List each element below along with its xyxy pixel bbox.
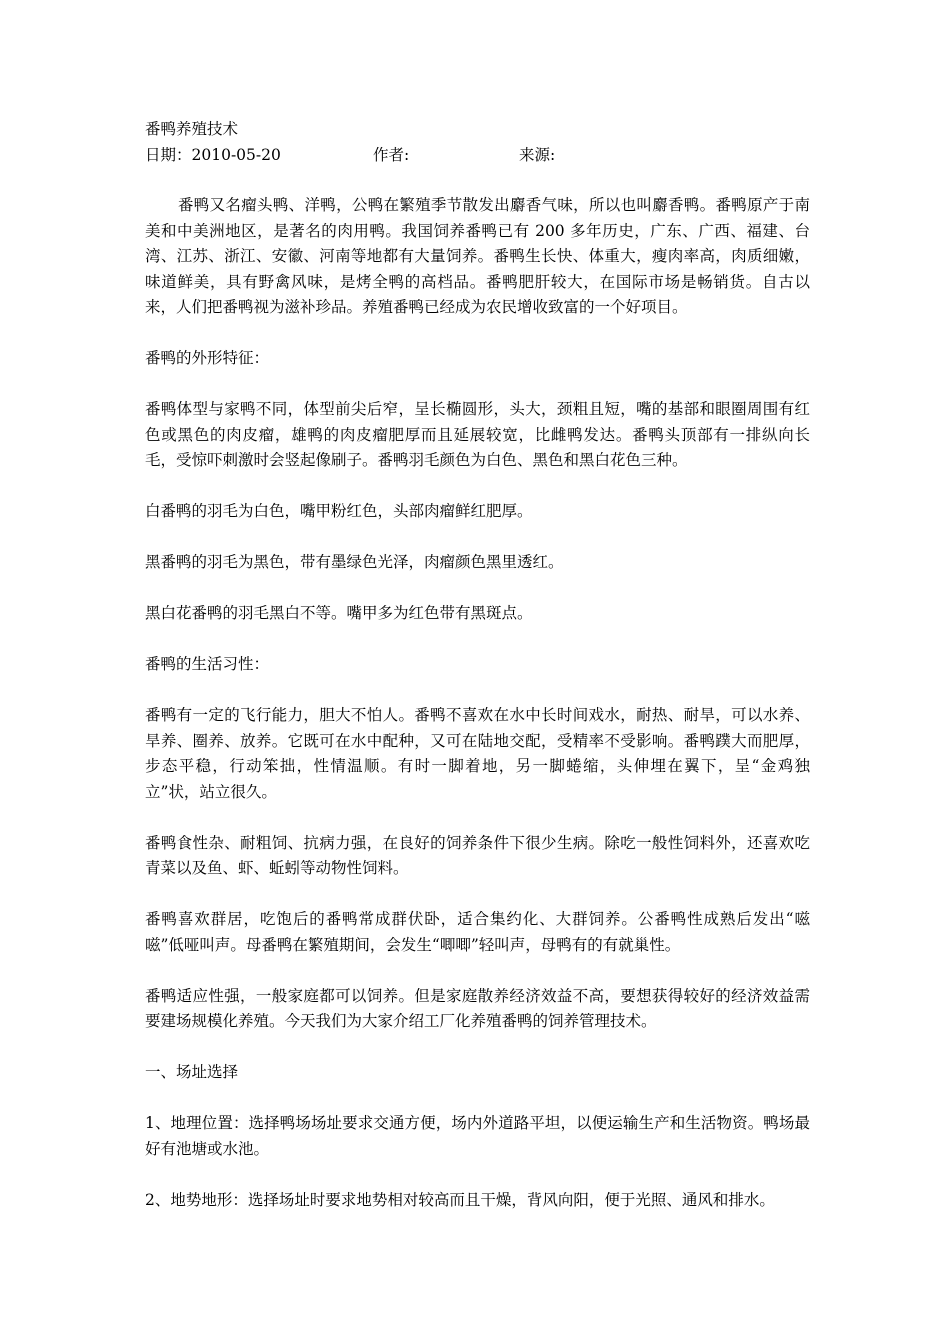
section-heading-habits: 番鸭的生活习性： — [145, 655, 270, 673]
site-terrain-paragraph: 2、地势地形：选择场址时要求地势相对较高而且干燥，背风向阳，便于光照、通风和排水。 — [145, 1190, 775, 1209]
white-duck-paragraph: 白番鸭的羽毛为白色，嘴甲粉红色，头部肉瘤鲜红肥厚。 — [145, 502, 533, 520]
meta-date: 日期：2010-05-20 — [145, 145, 281, 164]
meta-author: 作者: — [373, 145, 410, 164]
habits-paragraph-2: 番鸭食性杂、耐粗饲、抗病力强，在良好的饲养条件下很少生病。除吃一般性饲料外，还喜欢吃青菜以及鱼、虾、蚯蚓等动物性饲料。 — [145, 833, 810, 877]
habits-paragraph-1: 番鸭有一定的飞行能力，胆大不怕人。番鸭不喜欢在水中长时间戏水，耐热、耐旱，可以水养、旱养、圈养、放养。它既可在水中配种，又可在陆地交配，受精率不受影响。番鸭蹼大而肥厚，步态平稳，行动笨拙，性情温顺。有时一脚着地，另一脚蜷缩，头伸埋在翼下，呈“金鸡独立”状，站立很久。 — [145, 706, 810, 801]
document-body — [145, 117, 810, 1213]
habits-paragraph-3: 番鸭喜欢群居，吃饱后的番鸭常成群伏卧，适合集约化、大群饲养。公番鸭性成熟后发出“嗞嗞”低哑叫声。母番鸭在繁殖期间，会发生“唧唧”轻叫声，母鸭有的有就巢性。 — [145, 910, 810, 954]
habits-paragraph-4: 番鸭适应性强，一般家庭都可以饲养。但是家庭散养经济效益不高，要想获得较好的经济效益需要建场规模化养殖。今天我们为大家介绍工厂化养殖番鸭的饲养管理技术。 — [145, 986, 810, 1030]
site-location-paragraph: 1、地理位置：选择鸭场场址要求交通方便，场内外道路平坦，以便运输生产和生活物资。鸭场最好有池塘或水池。 — [145, 1114, 810, 1158]
section-heading-site-selection: 一、场址选择 — [145, 1063, 239, 1081]
appearance-paragraph: 番鸭体型与家鸭不同，体型前尖后窄，呈长椭圆形，头大，颈粗且短，嘴的基部和眼圈周围有红色或黑色的肉皮瘤，雄鸭的肉皮瘤肥厚而且延展较宽，比雌鸭发达。番鸭头顶部有一排纵向长毛，受惊吓刺激时会竖起像刷子。番鸭羽毛颜色为白色、黑色和黑白花色三种。 — [145, 400, 810, 469]
section-heading-appearance: 番鸭的外形特征： — [145, 349, 270, 367]
document-title: 番鸭养殖技术 — [145, 120, 239, 138]
black-duck-paragraph: 黑番鸭的羽毛为黑色，带有墨绿色光泽，肉瘤颜色黑里透红。 — [145, 553, 564, 571]
pied-duck-paragraph: 黑白花番鸭的羽毛黑白不等。嘴甲多为红色带有黑斑点。 — [145, 604, 533, 622]
document-meta — [145, 143, 810, 169]
intro-paragraph: 番鸭又名瘤头鸭、洋鸭，公鸭在繁殖季节散发出麝香气味，所以也叫麝香鸭。番鸭原产于南美和中美洲地区，是著名的肉用鸭。我国饲养番鸭已有 200 多年历史，广东、广西、福建、台湾、江苏、浙江、安徽、河南等地都有大量饲养。番鸭生长快、体重大，瘦肉率高，肉质细嫩，味道鲜美，具有野禽风味，是烤全鸭的高档品。番鸭肥肝较大，在国际市场是畅销货。自古以来，人们把番鸭视为滋补珍品。养殖番鸭已经成为农民增收致富的一个好项目。 — [145, 196, 810, 316]
meta-source: 来源: — [519, 145, 556, 164]
